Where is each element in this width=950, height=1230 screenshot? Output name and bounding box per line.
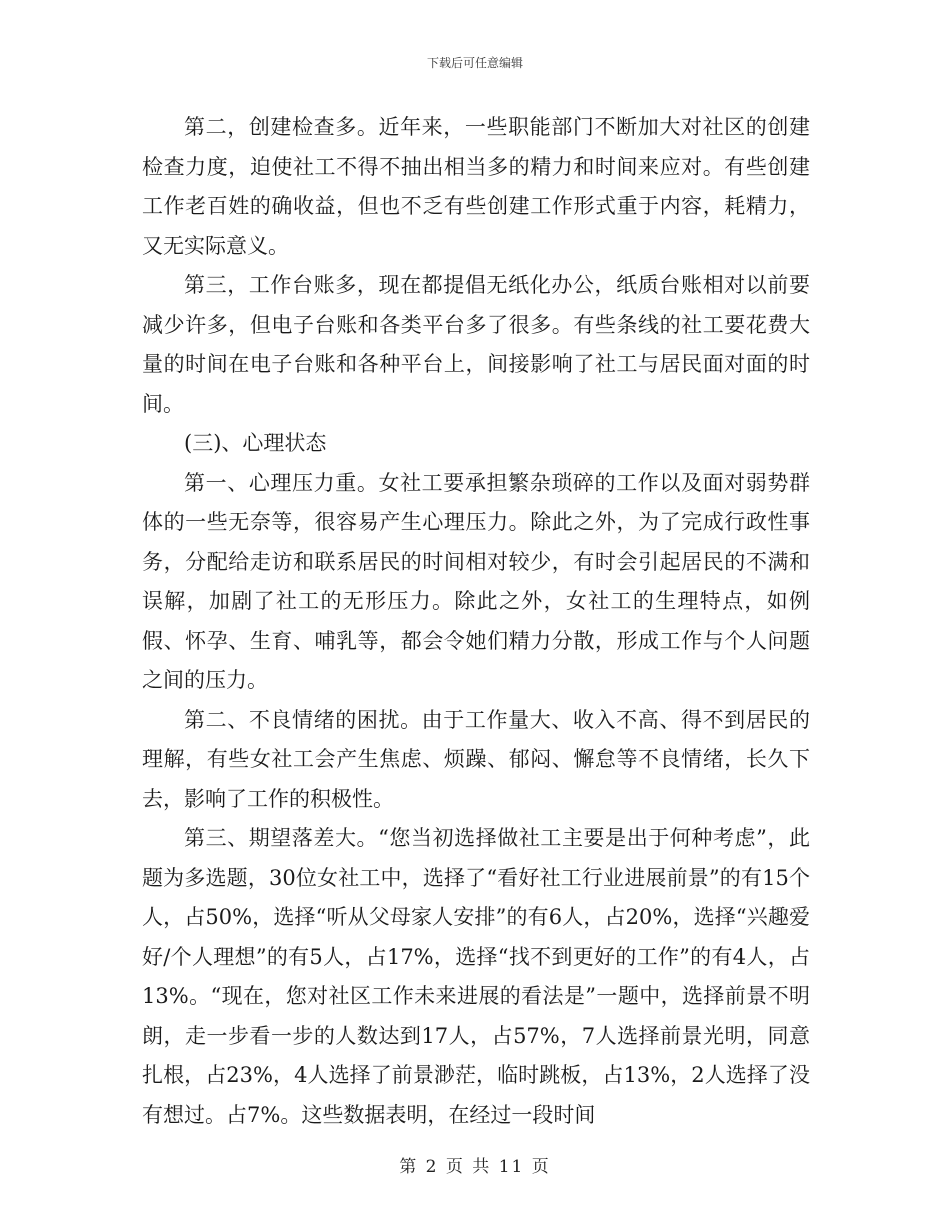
page-number-footer: 第 2 页 共 11 页 [399, 1157, 551, 1177]
document-body [142, 108, 810, 1135]
section-heading-psychological-state: (三)、心理状态 [184, 431, 327, 455]
paragraph-work-ledgers: 第三，工作台账多，现在都提倡无纸化办公，纸质台账相对以前要减少许多，但电子台账和各类平台多了很多。有些条线的社工要花费大量的时间在电子台账和各种平台上，间接影响了社工与居民面对面的时间。 [142, 273, 810, 416]
paragraph-creation-inspections: 第二，创建检查多。近年来，一些职能部门不断加大对社区的创建检查力度，迫使社工不得不抽出相当多的精力和时间来应对。有些创建工作老百姓的确收益，但也不乏有些创建工作形式重于内容，耗精力，又无实际意义。 [142, 115, 810, 258]
paragraph-psychological-pressure: 第一、心理压力重。女社工要承担繁杂琐碎的工作以及面对弱势群体的一些无奈等，很容易产生心理压力。除此之外，为了完成行政性事务，分配给走访和联系居民的时间相对较少，有时会引起居民的不满和误解，加剧了社工的无形压力。除此之外，女社工的生理特点，如例假、怀孕、生育、哺乳等，都会令她们精力分散，形成工作与个人问题之间的压力。 [142, 470, 810, 692]
paragraph-negative-emotions: 第二、不良情绪的困扰。由于工作量大、收入不高、得不到居民的理解，有些女社工会产生焦虑、烦躁、郁闷、懈怠等不良情绪，长久下去，影响了工作的积极性。 [142, 707, 810, 811]
paragraph-expectation-gap: 第三、期望落差大。“您当初选择做社工主要是出于何种考虑”，此题为多选题，30位女社工中，选择了“看好社工行业进展前景”的有15个人，占50%，选择“听从父母家人安排”的有6人，占20%，选择“兴趣爱好/个人理想”的有5人，占17%，选择“找不到更好的工作”的有4人，占13%。“现在，您对社区工作未来进展的看法是”一题中，选择前景不明朗，走一步看一步的人数达到17人，占57%，7人选择前景光明，同意扎根，占23%，4人选择了前景渺茫，临时跳板，占13%，2人选择了没有想过。占7%。这些数据表明，在经过一段时间 [142, 826, 810, 1127]
page-header-note: 下载后可任意编辑 [426, 56, 523, 70]
